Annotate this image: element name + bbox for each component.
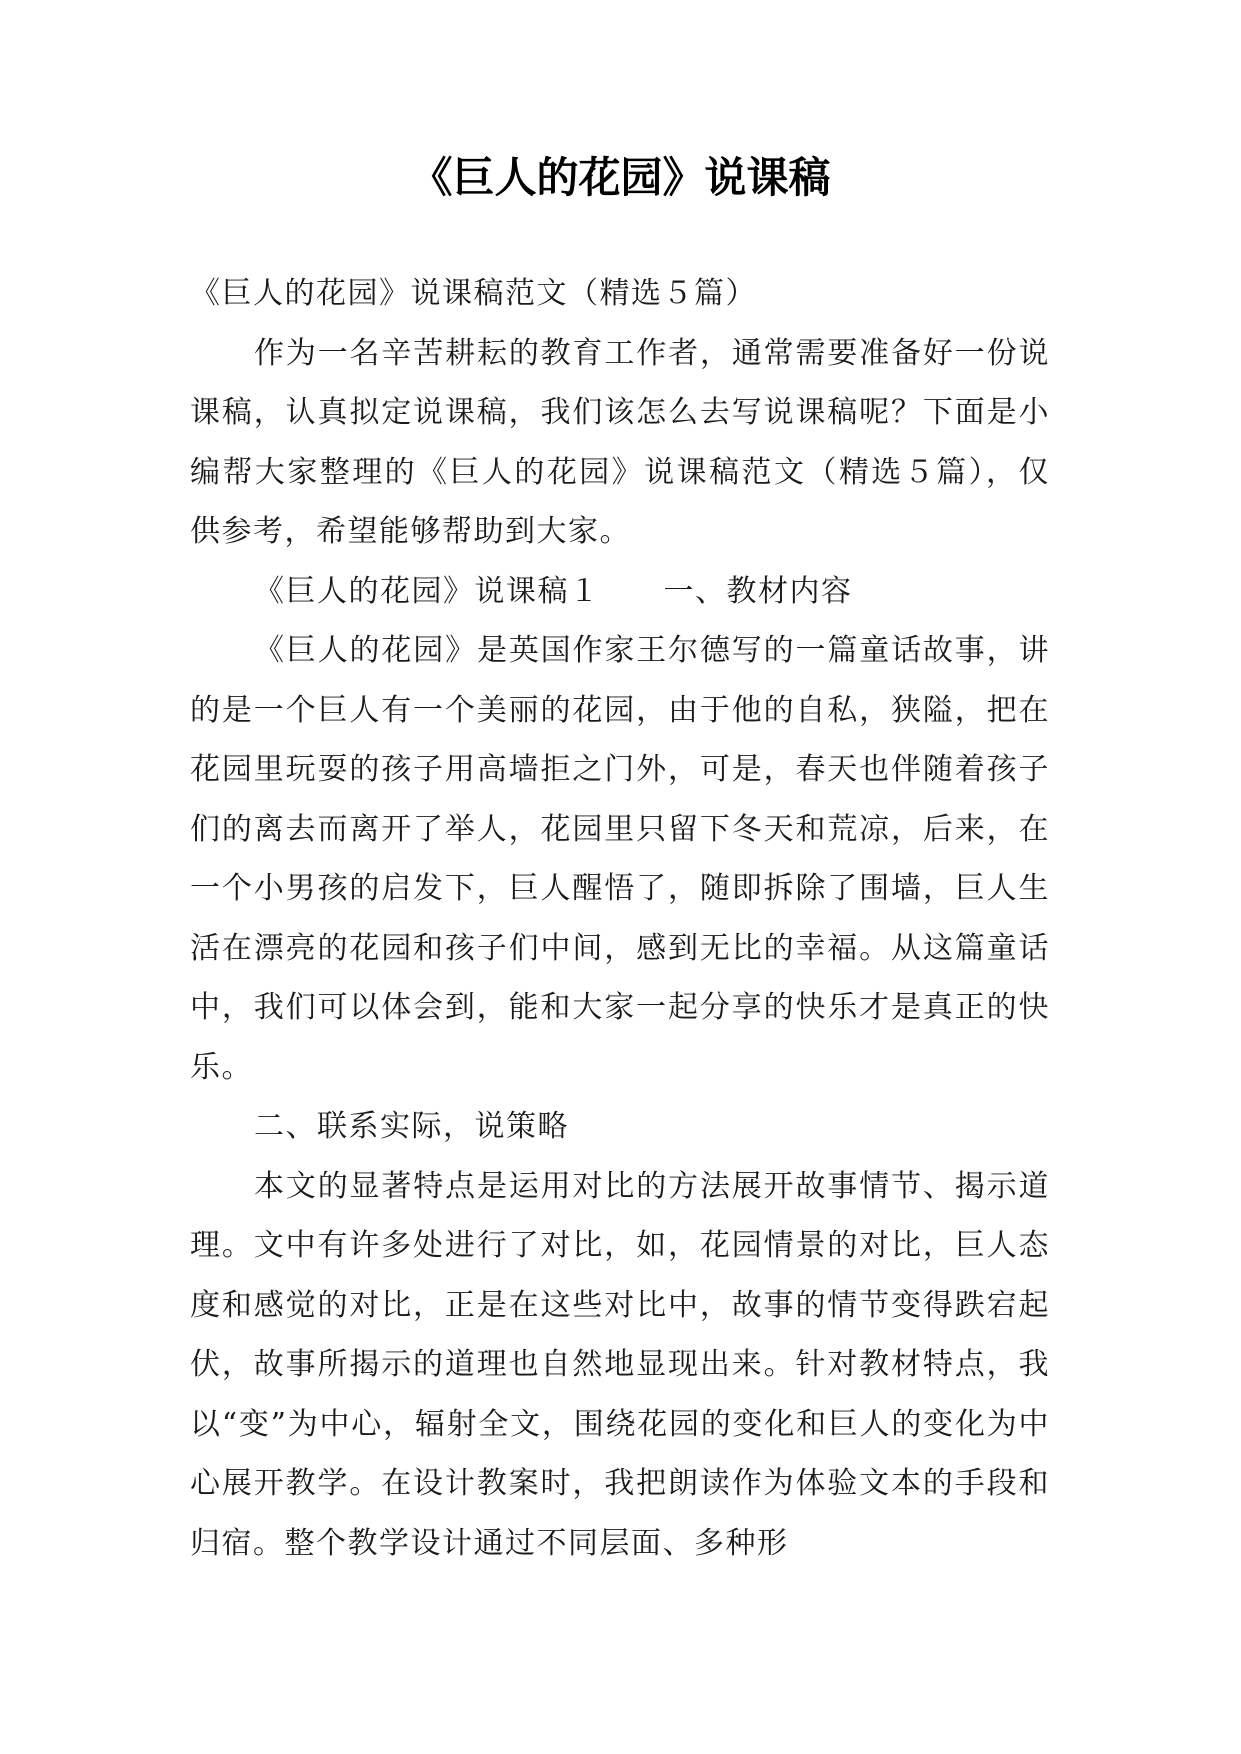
section-heading-1: 《巨人的花园》说课稿１ 一、教材内容 bbox=[254, 573, 853, 609]
intro-paragraph: 作为一名辛苦耕耘的教育工作者，通常需要准备好一份说课稿，认真拟定说课稿，我们该怎么去写说课稿呢？下面是小编帮大家整理的《巨人的花园》说课稿范文（精选５篇），仅供参考，希望能够帮助到大家。 bbox=[190, 335, 1050, 549]
strategy-paragraph: 本文的显著特点是运用对比的方法展开故事情节、揭示道理。文中有许多处进行了对比，如，花园情景的对比，巨人态度和感觉的对比，正是在这些对比中，故事的情节变得跌宕起伏，故事所揭示的道理也自然地显现出来。针对教材特点，我以“变”为中心，辐射全文，围绕花园的变化和巨人的变化为中心展开教学。在设计教案时，我把朗读作为体验文本的手段和归宿。整个教学设计通过不同层面、多种形 bbox=[190, 1168, 1050, 1561]
section-heading-2: 二、联系实际，说策略 bbox=[254, 1109, 569, 1144]
document-title: 《巨人的花园》说课稿 bbox=[410, 153, 831, 202]
document-body bbox=[190, 264, 1050, 1573]
document-subtitle: 《巨人的花园》说课稿范文（精选５篇） bbox=[190, 276, 757, 311]
teaching-material-paragraph: 《巨人的花园》是英国作家王尔德写的一篇童话故事，讲的是一个巨人有一个美丽的花园，由于他的自私，狭隘，把在花园里玩耍的孩子用高墙拒之门外，可是，春天也伴随着孩子们的离去而离开了举人，花园里只留下冬天和荒凉，后来，在一个小男孩的启发下，巨人醒悟了，随即拆除了围墙，巨人生活在漂亮的花园和孩子们中间，感到无比的幸福。从这篇童话中，我们可以体会到，能和大家一起分享的快乐才是真正的快乐。 bbox=[190, 633, 1050, 1085]
